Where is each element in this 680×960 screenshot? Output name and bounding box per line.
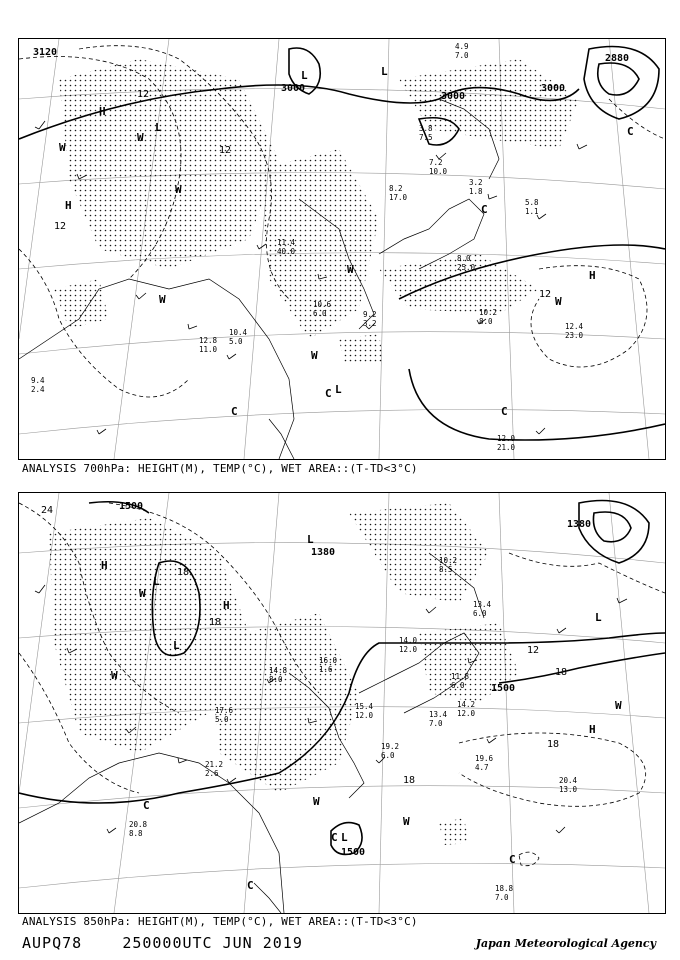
low-symbol: L — [155, 121, 162, 134]
station-temp: 3.2 — [469, 178, 483, 187]
station-dewpoint-depression: 2.6 — [205, 769, 219, 778]
height-label: 3000 — [281, 83, 306, 94]
height-label: 1500 — [341, 847, 366, 858]
cold-symbol: C — [481, 203, 488, 216]
wet-areas — [54, 59, 579, 364]
cold-symbol: C — [143, 799, 150, 812]
station-dewpoint-depression: 21.0 — [497, 443, 516, 452]
station-dewpoint-depression: 4.7 — [475, 763, 489, 772]
station-temp: 14.8 — [269, 666, 288, 675]
station-dewpoint-depression: 6.0 — [451, 681, 465, 690]
station-dewpoint-depression: 5.0 — [215, 715, 229, 724]
station-dewpoint-depression: 3.2 — [363, 319, 377, 328]
panel-caption-700hpa: ANALYSIS 700hPa: HEIGHT(M), TEMP(°C), WET AREA::(T-TD<3°C) — [22, 462, 418, 475]
cold-symbol: C — [501, 405, 508, 418]
station-dewpoint-depression: 1.6 — [319, 665, 333, 674]
high-symbol: H — [101, 559, 108, 572]
warm-symbol: W — [59, 141, 66, 154]
low-symbol: L — [341, 831, 348, 844]
station-temp: 9.2 — [363, 310, 377, 319]
chart-identifier — [22, 934, 303, 952]
station-temp: 20.4 — [559, 776, 578, 785]
cold-symbol: C — [247, 879, 254, 892]
isotherm-label: 18 — [209, 617, 222, 628]
station-temp: 3.8 — [419, 124, 433, 133]
height-label: 1380 — [567, 519, 592, 530]
station-dewpoint-depression: 8.5 — [439, 565, 453, 574]
station-dewpoint-depression: 11.0 — [199, 345, 218, 354]
height-label: 3000 — [541, 83, 566, 94]
height-label: 1500 — [119, 501, 144, 512]
station-temp: 19.2 — [381, 742, 400, 751]
station-temp: 16.0 — [319, 656, 338, 665]
station-temp: 17.6 — [215, 706, 234, 715]
height-label: 3120 — [33, 47, 58, 58]
isotherm-label: 12 — [137, 89, 150, 100]
station-dewpoint-depression: 12.0 — [355, 711, 374, 720]
station-dewpoint-depression: 5.0 — [229, 337, 243, 346]
height-label: 1380 — [311, 547, 336, 558]
low-symbol: L — [307, 533, 314, 546]
station-dewpoint-depression: 1.8 — [469, 187, 483, 196]
warm-symbol: W — [137, 131, 144, 144]
low-symbol: L — [381, 65, 388, 78]
station-dewpoint-depression: 8.0 — [269, 675, 283, 684]
station-dewpoint-depression: 2.4 — [31, 385, 45, 394]
station-temp: 10.2 — [479, 308, 498, 317]
station-temp: 19.6 — [475, 754, 494, 763]
chart-panel-700hpa — [18, 38, 666, 460]
station-dewpoint-depression: 12.0 — [399, 645, 418, 654]
warm-symbol: W — [403, 815, 410, 828]
warm-symbol: W — [347, 263, 354, 276]
isotherm-label: 18 — [547, 739, 560, 750]
cold-symbol: C — [231, 405, 238, 418]
low-symbol: L — [595, 611, 602, 624]
station-temp: 18.8 — [495, 884, 514, 893]
station-temp: 8.2 — [389, 184, 403, 193]
high-symbol: H — [589, 723, 596, 736]
station-temp: 4.9 — [455, 42, 469, 51]
station-temp: 12.0 — [497, 434, 516, 443]
station-dewpoint-depression: 7.0 — [495, 893, 509, 902]
warm-symbol: W — [615, 699, 622, 712]
height-label: 1500 — [491, 683, 516, 694]
weather-map-700hpa — [19, 39, 665, 459]
station-dewpoint-depression: 6.0 — [381, 751, 395, 760]
warm-symbol: W — [139, 587, 146, 600]
warm-symbol: W — [175, 183, 182, 196]
low-symbol: L — [335, 383, 342, 396]
low-symbol: L — [301, 69, 308, 82]
high-symbol: H — [589, 269, 596, 282]
warm-symbol: W — [313, 795, 320, 808]
station-temp: 10.2 — [439, 556, 458, 565]
station-temp: 11.4 — [277, 238, 296, 247]
agency-credit: Japan Meteorological Agency — [475, 937, 656, 950]
station-dewpoint-depression: 23.0 — [565, 331, 584, 340]
station-temp: 13.4 — [473, 600, 492, 609]
station-temp: 14.0 — [399, 636, 418, 645]
high-symbol: H — [65, 199, 72, 212]
station-dewpoint-depression: 7.5 — [419, 133, 433, 142]
station-dewpoint-depression: 8.8 — [129, 829, 143, 838]
isotherm-label: 18 — [177, 567, 190, 578]
low-symbol: L — [173, 639, 180, 652]
station-temp: 8.0 — [457, 254, 471, 263]
station-dewpoint-depression: 6.0 — [473, 609, 487, 618]
station-dewpoint-depression: 7.0 — [429, 719, 443, 728]
station-dewpoint-depression: 7.0 — [455, 51, 469, 60]
cold-symbol: C — [627, 125, 634, 138]
station-dewpoint-depression: 10.0 — [429, 167, 448, 176]
station-dewpoint-depression: 6.0 — [313, 309, 327, 318]
weather-map-850hpa — [19, 493, 665, 913]
cold-symbol: C — [325, 387, 332, 400]
station-dewpoint-depression: 12.0 — [457, 709, 476, 718]
cold-symbol: C — [509, 853, 516, 866]
warm-symbol: W — [555, 295, 562, 308]
station-temp: 20.8 — [129, 820, 148, 829]
height-label: 2880 — [605, 53, 630, 64]
isotherm-label: 12 — [539, 289, 552, 300]
station-temp: 13.4 — [429, 710, 448, 719]
station-temp: 12.4 — [565, 322, 584, 331]
station-dewpoint-depression: 17.0 — [389, 193, 408, 202]
isotherm-label: 12 — [527, 645, 540, 656]
high-symbol: H — [223, 599, 230, 612]
station-temp: 10.6 — [313, 300, 332, 309]
station-temp: 10.4 — [229, 328, 248, 337]
low-symbol: L — [153, 575, 160, 588]
valid-time: 250000UTC JUN 2019 — [122, 934, 303, 952]
warm-symbol: W — [111, 669, 118, 682]
cold-symbol: C — [331, 831, 338, 844]
isotherm-label: 12 — [219, 145, 232, 156]
high-symbol: H — [99, 105, 106, 118]
station-temp: 15.4 — [355, 702, 374, 711]
warm-symbol: W — [159, 293, 166, 306]
station-dewpoint-depression: 40.0 — [277, 247, 296, 256]
height-label: 3000 — [441, 91, 466, 102]
station-temp: 12.8 — [199, 336, 218, 345]
isotherm-label: 24 — [41, 505, 54, 516]
station-dewpoint-depression: 8.0 — [479, 317, 493, 326]
panel-caption-850hpa: ANALYSIS 850hPa: HEIGHT(M), TEMP(°C), WET AREA::(T-TD<3°C) — [22, 915, 418, 928]
station-temp: 21.2 — [205, 760, 224, 769]
station-dewpoint-depression: 25.0 — [457, 263, 476, 272]
station-dewpoint-depression: 1.1 — [525, 207, 539, 216]
station-temp: 5.8 — [525, 198, 539, 207]
station-temp: 11.8 — [451, 672, 470, 681]
isotherm-label: 18 — [555, 667, 568, 678]
chart-code: AUPQ78 — [22, 934, 83, 952]
station-dewpoint-depression: 13.0 — [559, 785, 578, 794]
warm-symbol: W — [311, 349, 318, 362]
isotherm-label: 18 — [403, 775, 416, 786]
station-temp: 14.2 — [457, 700, 476, 709]
chart-panel-850hpa — [18, 492, 666, 914]
station-temp: 7.2 — [429, 158, 443, 167]
isotherm-label: 12 — [54, 221, 67, 232]
station-temp: 9.4 — [31, 376, 45, 385]
